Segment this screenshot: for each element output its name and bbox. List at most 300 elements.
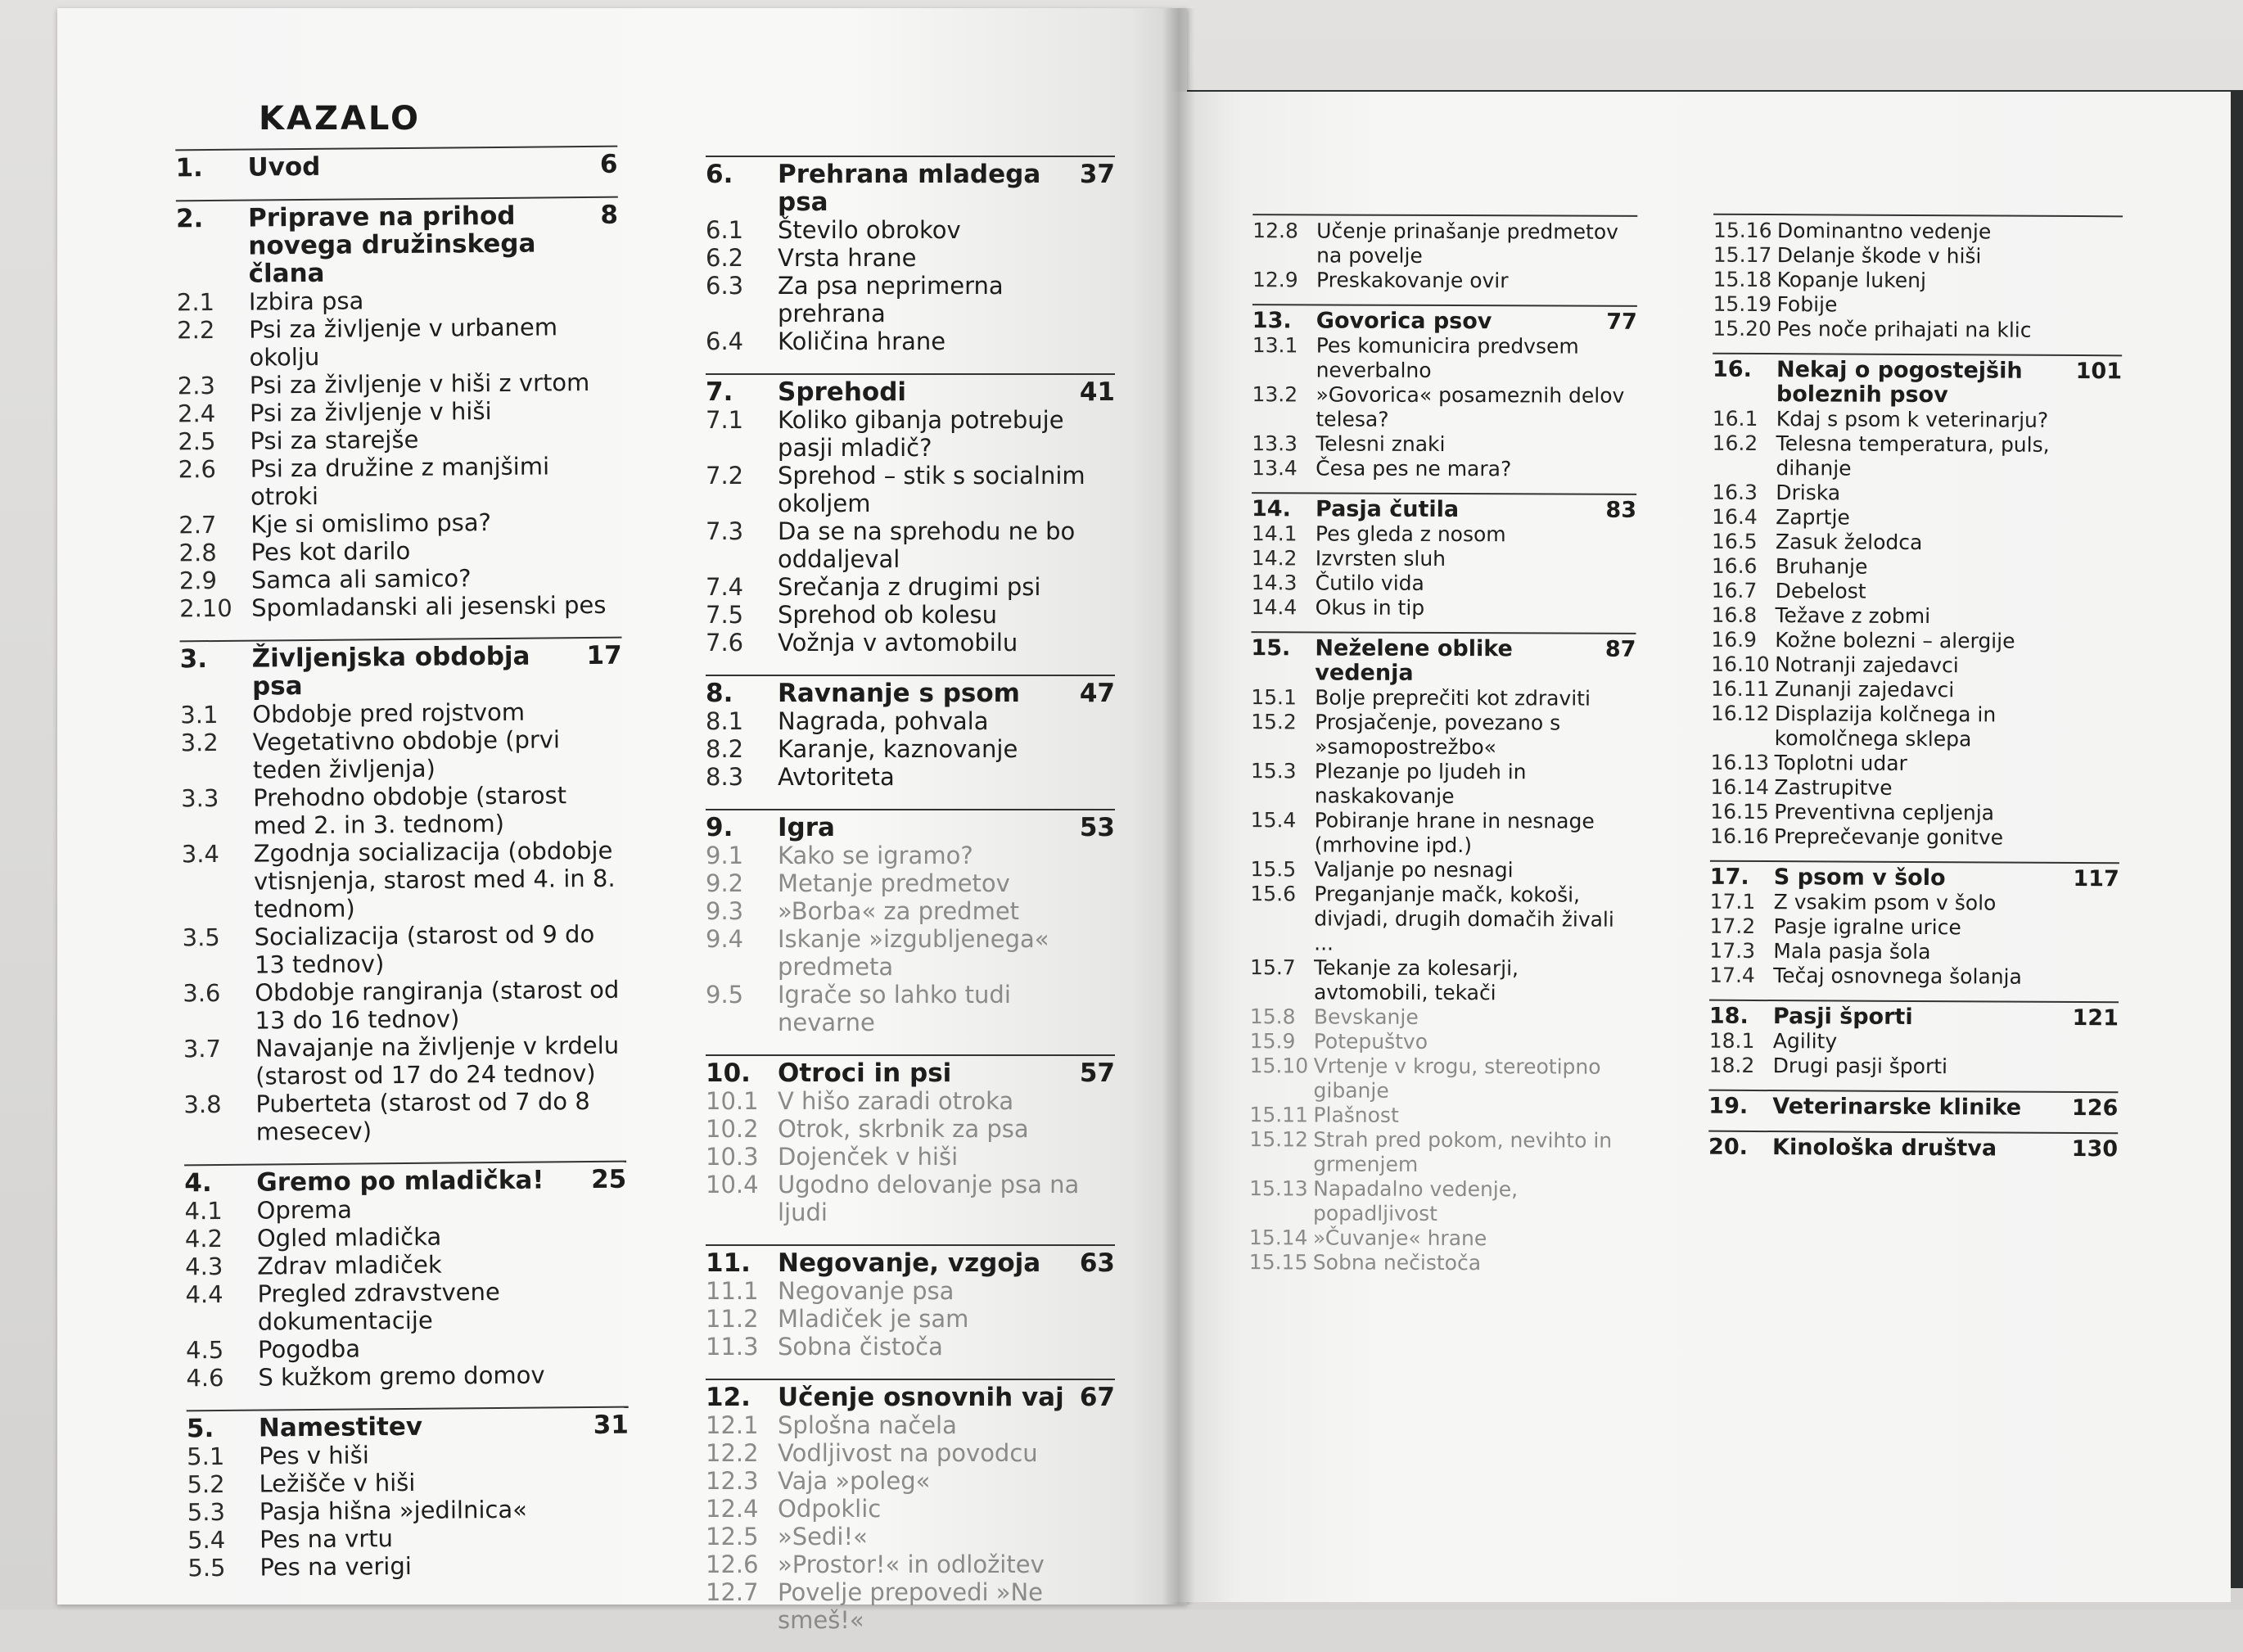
entry-title: »Čuvanje« hrane [1312,1225,1487,1251]
toc-section [1709,1000,2119,1081]
entry-title: Notranji zajedavci [1775,652,1959,678]
entry-number: 5.1 [187,1442,225,1471]
toc-entry [706,1439,1115,1467]
toc-entry [1249,1225,1634,1252]
entry-title: Pes noče prihajati na klic [1776,317,2032,342]
entry-number: 8.2 [706,735,744,763]
toc-entry [706,1305,1115,1333]
entry-title: Splošna načela [778,1411,957,1439]
section-divider [1252,214,1637,217]
entry-number: 2.7 [178,510,217,539]
section-heading [1709,1004,2119,1031]
entry-title: Psi za družine z manjšimi otroki [250,452,550,511]
section-title: Nekaj o pogostejših boleznih psov [1776,357,2023,408]
section-number: 20. [1708,1134,1749,1160]
section-title: Veterinarske klinike [1772,1094,2022,1121]
entry-number: 12.8 [1252,219,1298,243]
toc-entry [706,842,1115,869]
toc-entry [1250,1004,1635,1031]
entry-title: Pregled zdravstvene dokumentacije [257,1277,500,1336]
toc-entry [187,1467,629,1499]
entry-title: Bruhanje [1775,554,1868,579]
toc-section [187,1406,630,1582]
entry-number: 15.16 [1713,218,1772,243]
entry-number: 15.4 [1250,808,1297,833]
section-title: Priprave na prihod novega družinskega člana [247,201,536,289]
toc-entry [1249,1103,1634,1129]
toc-entry [1713,268,2123,295]
section-heading [1710,865,2119,892]
entry-title: Zgodnja socializacija (obdobje vtisnjenja, starost med 4. in 8. tednom) [253,836,616,923]
toc-entry [706,735,1115,763]
toc-entry [1252,521,1636,548]
entry-title: Vožnja v avtomobilu [778,629,1018,657]
section-page-number: 37 [1079,160,1115,189]
entry-number: 17.2 [1709,914,1756,938]
section-page-number: 57 [1079,1058,1115,1088]
toc-entry [183,920,625,980]
toc-entry [1252,456,1636,482]
entry-number: 16.15 [1710,799,1769,824]
entry-number: 15.20 [1713,316,1771,341]
toc-section [1252,214,1637,294]
toc-entry [706,1115,1115,1143]
entry-number: 16.9 [1711,627,1758,652]
entry-number: 6.1 [706,216,744,244]
entry-number: 15.2 [1251,710,1297,734]
entry-number: 9.3 [706,897,744,925]
entry-title: Česa pes ne mara? [1316,456,1512,481]
entry-number: 13.4 [1252,456,1298,481]
entry-title: Psi za starejše [250,425,419,455]
toc-entry [1710,800,2119,827]
toc-entry [1712,579,2121,606]
toc-entry [1250,955,1635,1006]
toc-entry [185,1221,627,1253]
entry-title: Količina hrane [778,327,946,355]
entry-title: Koliko gibanja potrebuje pasji mladič? [778,406,1064,462]
toc-column-3 [1249,214,1638,1288]
entry-title: Puberteta (starost od 7 do 8 mesecev) [255,1087,590,1146]
toc-entry [1713,317,2122,344]
toc-entry [178,368,620,400]
entry-title: Plezanje po ljudeh in naskakovanje [1314,759,1527,809]
entry-title: Iskanje »izgubljenega« predmeta [778,925,1049,981]
toc-entry [1252,546,1636,572]
entry-title: Da se na sprehodu ne bo oddaljeval [778,517,1076,573]
entry-title: Pes gleda z nosom [1315,521,1506,547]
entry-title: Plašnost [1313,1103,1399,1127]
toc-entry [179,563,621,595]
toc-entry [1709,1054,2119,1081]
section-page-number: 117 [2073,866,2119,892]
section-title: Življenjska obdobja psa [251,641,530,702]
section-divider [706,1379,1115,1380]
entry-title: Srečanja z drugimi psi [778,573,1041,601]
toc-section [706,373,1115,657]
entry-title: Težave z zobmi [1775,603,1931,629]
toc-entry [1252,571,1636,597]
entry-title: Fobije [1776,292,1838,317]
section-number: 4. [184,1168,212,1198]
toc-entry [1710,775,2119,802]
toc-entry [706,869,1115,897]
entry-number: 13.2 [1252,382,1298,407]
toc-entry [178,508,621,539]
entry-number: 4.4 [185,1280,223,1309]
toc-entry [178,535,621,567]
entry-number: 7.6 [706,629,744,657]
toc-entry [706,763,1115,791]
toc-entry [706,1467,1115,1495]
toc-entry [706,244,1115,272]
section-page-number: 47 [1079,679,1115,708]
toc-entry [706,1171,1115,1226]
entry-title: Kje si omislimo psa? [250,508,492,539]
section-title: Pasja čutila [1315,496,1460,523]
toc-entry [1249,1127,1634,1178]
section-heading [706,378,1115,406]
section-page-number: 87 [1604,636,1636,662]
entry-number: 5.4 [187,1525,226,1555]
entry-number: 14.2 [1251,546,1298,571]
entry-number: 7.3 [706,517,744,545]
entry-title: Psi za življenje v hiši z vrtom [249,368,590,399]
section-heading [706,1059,1115,1087]
toc-entry [706,462,1115,517]
toc-entry [1711,677,2120,704]
toc-entry [1251,710,1636,761]
toc-entry [187,1439,629,1471]
entry-title: Negovanje psa [778,1277,955,1305]
entry-title: Toplotni udar [1774,751,1907,775]
toc-entry [185,1249,627,1281]
entry-number: 5.3 [187,1497,226,1527]
section-number: 11. [706,1248,751,1278]
toc-section [706,156,1115,355]
toc-entry [181,781,624,841]
entry-title: Sobna nečistoča [1312,1250,1482,1275]
section-divider [1252,631,1636,634]
entry-number: 16.11 [1710,676,1770,702]
entry-title: Nagrada, pohvala [778,707,989,735]
toc-entry [706,1550,1115,1578]
entry-title: Igrače so lahko tudi nevarne [778,981,1011,1036]
section-number: 13. [1252,308,1292,334]
section-heading [706,679,1115,707]
section-number: 15. [1251,635,1291,661]
entry-title: »Borba« za predmet [778,897,1020,925]
entry-title: Pes kot darilo [250,536,411,566]
entry-number: 16.16 [1710,824,1769,849]
section-heading [180,642,623,702]
entry-title: S kužkom gremo domov [258,1361,545,1392]
section-heading [184,1166,626,1198]
entry-number: 12.6 [706,1550,759,1578]
toc-entry [1251,808,1636,859]
entry-number: 3.1 [180,700,219,729]
entry-number: 10.4 [706,1171,759,1198]
toc-entry [178,452,621,512]
toc-entry [1711,628,2120,655]
entry-title: Strah pred pokom, nevihto in grmenjem [1313,1127,1613,1176]
toc-section [1709,860,2119,991]
entry-number: 3.3 [181,783,219,813]
entry-title: Sprehod – stik s socialnim okoljem [778,462,1085,517]
entry-number: 16.10 [1711,652,1770,677]
entry-title: Pes komunicira predvsem neverbalno [1316,333,1579,382]
toc-entry [180,725,623,785]
entry-number: 13.1 [1252,333,1298,358]
entry-number: 18.2 [1708,1053,1755,1077]
section-page-number: 130 [2071,1136,2119,1162]
section-divider [1252,492,1636,495]
entry-number: 6.3 [706,272,744,300]
section-number: 1. [175,153,203,183]
section-title: S psom v šolo [1773,864,1946,891]
toc-entry [706,573,1115,601]
entry-number: 8.1 [706,707,744,735]
section-number: 7. [706,377,733,407]
entry-number: 3.7 [183,1034,222,1063]
entry-number: 13.3 [1252,431,1298,456]
toc-section [706,1244,1115,1361]
entry-number: 16.13 [1710,750,1770,775]
entry-number: 9.1 [706,842,744,869]
toc-entry [1709,939,2119,966]
toc-entry [182,837,625,924]
toc-entry [1252,333,1637,384]
entry-title: Izvrsten sluh [1315,546,1446,571]
section-divider [1252,304,1637,307]
section-divider [706,373,1115,375]
toc-entry [1249,1054,1634,1104]
entry-title: Agility [1772,1029,1838,1054]
section-title: Ravnanje s psom [778,679,1020,708]
entry-title: Odpoklic [778,1495,882,1523]
entry-title: Otrok, skrbnik za psa [778,1115,1029,1143]
section-number: 2. [175,204,204,234]
entry-number: 15.3 [1250,759,1297,783]
section-divider [1708,1131,2118,1135]
section-title: Pasji športi [1772,1004,1913,1030]
toc-entry [183,976,625,1036]
entry-title: Spomladanski ali jesenski pes [251,590,607,622]
entry-title: Pes na vrtu [259,1524,394,1554]
entry-number: 7.2 [706,462,744,490]
section-number: 16. [1712,356,1752,382]
entry-title: Dojenček v hiši [778,1143,959,1171]
entry-number: 10.1 [706,1087,759,1115]
entry-title: V hišo zaradi otroka [778,1087,1014,1115]
entry-number: 3.4 [181,839,220,869]
section-number: 6. [706,160,733,189]
toc-section [1249,631,1636,1276]
entry-title: Debelost [1775,579,1866,603]
entry-title: Izbira psa [248,287,364,316]
entry-title: Preprečevanje gonitve [1774,824,2004,850]
entry-number: 12.1 [706,1411,759,1439]
section-heading [1708,1095,2118,1122]
toc-entry [183,1031,626,1091]
toc-entry [1710,824,2119,851]
section-number: 10. [706,1058,751,1088]
entry-title: Kožne bolezni – alergije [1775,628,2015,653]
entry-number: 6.2 [706,244,744,272]
entry-number: 16.1 [1712,406,1758,431]
toc-entry [1713,243,2123,270]
entry-title: Psi za življenje v hiši [249,397,492,427]
toc-entry [706,1578,1115,1634]
section-divider [184,1161,626,1167]
entry-number: 16.8 [1711,603,1758,627]
entry-number: 9.2 [706,869,744,897]
toc-section [706,809,1115,1036]
toc-entry [1710,751,2119,778]
toc-entry [177,313,620,372]
entry-title: Obdobje rangiranja (starost od 13 do 16 tednov) [255,975,620,1035]
toc-entry [1712,505,2121,532]
entry-title: Z vsakim psom v šolo [1773,890,1997,915]
entry-title: Preventivna cepljenja [1774,800,1995,825]
section-divider [706,675,1115,676]
entry-title: Tečaj osnovnega šolanja [1773,964,2022,989]
toc-entry [1712,554,2121,581]
toc-entry [179,591,621,623]
toc-entry [184,1194,626,1225]
entry-title: Karanje, kaznovanje [778,735,1018,763]
toc-entry [186,1333,628,1365]
entry-number: 14.4 [1251,595,1298,620]
entry-number: 16.3 [1712,480,1758,504]
entry-number: 4.5 [185,1335,224,1365]
entry-number: 15.15 [1248,1250,1308,1275]
entry-number: 2.8 [178,538,217,567]
entry-number: 4.3 [185,1252,223,1281]
section-number: 17. [1709,864,1749,890]
entry-title: Ležišče v hiši [259,1468,416,1498]
book-gutter [1162,8,1195,1605]
toc-column-2 [706,156,1115,1652]
section-title: Sprehodi [778,377,907,407]
section-divider [706,1054,1115,1056]
toc-entry [706,707,1115,735]
toc-section [175,146,617,183]
entry-title: Preganjanje mačk, kokoši, divjadi, drugih domačih živali ... [1314,882,1614,955]
entry-title: Delanje škode v hiši [1776,243,1982,269]
section-title: Otroci in psi [778,1058,952,1088]
toc-entry [180,697,622,729]
entry-number: 10.3 [706,1143,759,1171]
entry-title: Tekanje za kolesarji, avtomobili, tekači [1313,955,1519,1005]
entry-number: 7.5 [706,601,744,629]
entry-title: Mladiček je sam [778,1305,969,1333]
entry-title: Vrsta hrane [778,244,917,272]
entry-title: Bolje preprečiti kot zdraviti [1315,685,1591,711]
entry-title: Sobna čistoča [778,1333,943,1361]
entry-title: Preskakovanje ovir [1316,268,1509,293]
section-divider [706,1244,1115,1246]
toc-entry [706,272,1115,327]
entry-number: 17.1 [1709,889,1756,914]
section-title: Učenje osnovnih vaj [778,1383,1064,1412]
entry-number: 14.1 [1251,521,1298,546]
entry-number: 10.2 [706,1115,759,1143]
toc-entry [1252,219,1637,269]
section-number: 19. [1708,1093,1749,1119]
toc-entry [1252,268,1637,294]
toc-entry [706,981,1115,1036]
entry-title: Bevskanje [1313,1004,1419,1029]
entry-number: 16.14 [1710,774,1770,800]
entry-title: Telesna temperatura, puls, dihanje [1776,431,2050,481]
toc-entry [1712,530,2121,557]
section-title: Uvod [247,151,321,183]
entry-title: Dominantno vedenje [1776,219,1992,244]
toc-entry [187,1550,630,1582]
entry-number: 5.5 [187,1553,226,1582]
entry-number: 16.2 [1712,431,1758,455]
toc-entry [1710,890,2119,917]
toc-entry [1711,603,2120,630]
entry-title: Displazija kolčnega in komolčnega sklepa [1774,702,1997,752]
section-title: Kinološka društva [1772,1135,1997,1162]
entry-title: Avtoriteta [778,763,895,791]
entry-number: 11.1 [706,1277,759,1305]
toc-section [184,1161,628,1392]
entry-number: 15.8 [1249,1004,1296,1029]
entry-number: 4.1 [184,1196,223,1225]
entry-number: 3.6 [183,978,221,1008]
section-page-number: 83 [1605,497,1637,523]
toc-entry [178,396,620,428]
entry-number: 2.3 [177,371,216,400]
entry-number: 11.3 [706,1333,759,1361]
entry-title: Učenje prinašanje predmetov na povelje [1316,219,1619,268]
section-title: Negovanje, vzgoja [778,1248,1041,1278]
entry-number: 15.13 [1249,1176,1308,1201]
toc-entry [187,1523,630,1555]
section-page-number: 121 [2072,1005,2119,1031]
entry-title: »Govorica« posameznih delov telesa? [1316,382,1625,431]
section-title: Govorica psov [1316,308,1492,335]
toc-entry [1709,964,2119,991]
entry-number: 16.5 [1711,529,1758,553]
entry-number: 16.6 [1711,553,1758,578]
entry-number: 5.2 [187,1469,225,1499]
entry-number: 2.1 [176,287,215,317]
section-divider [706,809,1115,810]
section-page-number: 77 [1606,309,1637,335]
toc-entry [706,897,1115,925]
section-title: Igra [778,813,835,842]
entry-number: 9.4 [706,925,744,953]
toc-section [1713,214,2123,344]
entry-title: Samca ali samico? [250,564,472,594]
toc-entry [187,1495,630,1527]
entry-title: Zunanji zajedavci [1774,677,1955,702]
entry-title: Pogodba [257,1334,361,1364]
entry-number: 4.2 [184,1224,223,1253]
toc-entry [185,1277,628,1337]
toc-column-4 [1708,214,2123,1174]
section-number: 18. [1708,1003,1749,1029]
toc-entry [706,1143,1115,1171]
section-number: 12. [706,1383,751,1412]
toc-entry [1252,431,1636,458]
toc-entry [1711,702,2120,753]
entry-number: 2.9 [178,566,218,595]
